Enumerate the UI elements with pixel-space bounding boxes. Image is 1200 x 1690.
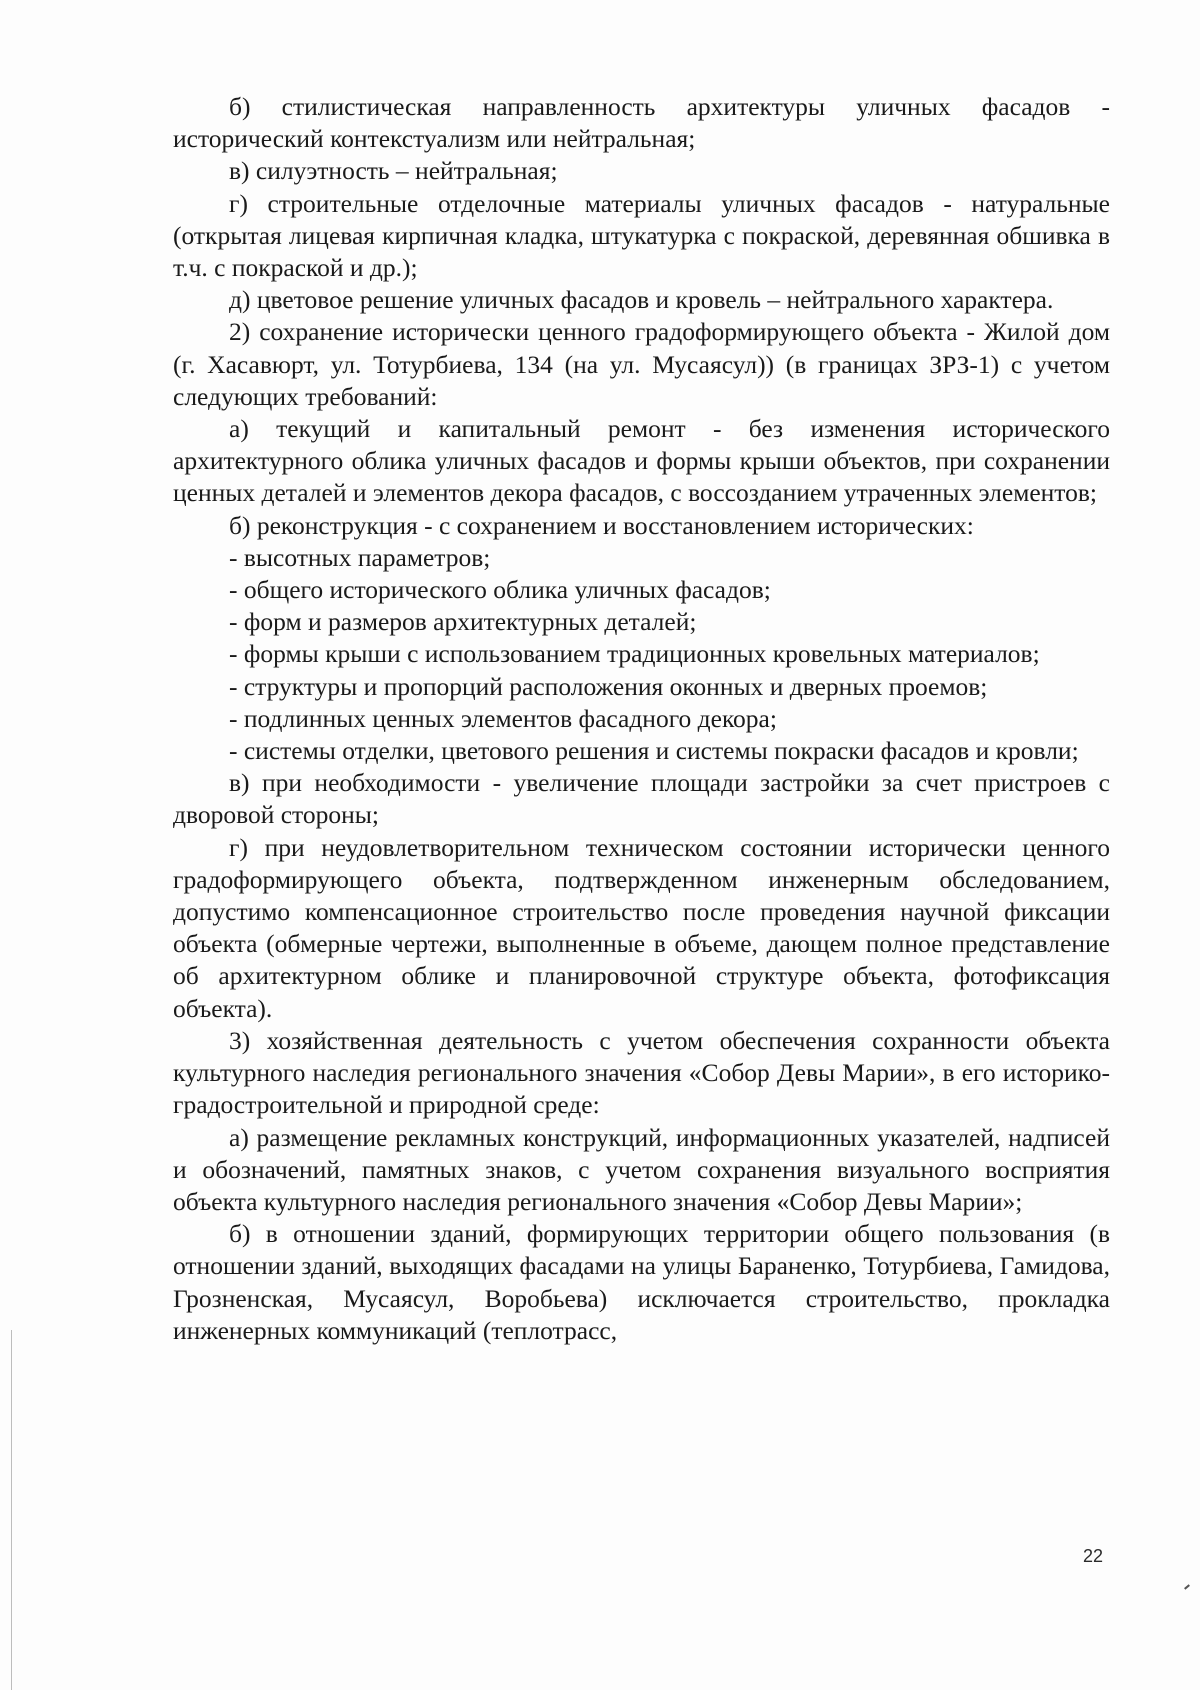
paragraph: д) цветовое решение уличных фасадов и кровель – нейтрального характера. (229, 285, 1054, 315)
list-item: - подлинных ценных элементов фасадного декора; (229, 703, 777, 733)
paragraph: б) стилистическая направленность архитектуры уличных фасадов - исторический контекстуализм или нейтральная; (173, 92, 1110, 154)
paragraph: г) при неудовлетворительном техническом состоянии исторически ценного градоформирующего объекта, подтвержденном инженерным обследованием, допустимо компенсационное строительство после проведения научной фиксации объекта (обмерные чертежи, выполненные в объеме, дающем полное представление об архитектурном облике и планировочной структуре объекта, фотофиксация объекта). (173, 832, 1110, 1023)
scan-mark (1184, 1584, 1190, 1589)
list-item: - общего исторического облика уличных фасадов; (229, 575, 771, 605)
paragraph: а) текущий и капитальный ремонт - без изменения исторического архитектурного облика уличных фасадов и формы крыши объектов, при сохранении ценных деталей и элементов декора фасадов, с воссозданием утраченных элементов; (173, 414, 1110, 508)
list-item: - системы отделки, цветового решения и системы покраски фасадов и кровли; (229, 736, 1079, 766)
scan-edge-line (11, 1330, 12, 1690)
paragraph: б) реконструкция - с сохранением и восстановлением исторических: (229, 510, 974, 540)
paragraph: б) в отношении зданий, формирующих территории общего пользования (в отношении зданий, выходящих фасадами на улицы Бараненко, Тотурбиева, Гамидова, Грозненская, Мусаясул, Воробьева) исключается строительство, прокладка инженерных коммуникаций (теплотрасс, (173, 1219, 1110, 1345)
paragraph: 3) хозяйственная деятельность с учетом обеспечения сохранности объекта культурного наследия регионального значения «Собор Девы Марии», в его историко-градостроительной и природной среде: (173, 1025, 1110, 1120)
document-body (173, 91, 1110, 1347)
list-item: - структуры и пропорций расположения оконных и дверных проемов; (229, 671, 988, 701)
paragraph: 2) сохранение исторически ценного градоформирующего объекта - Жилой дом (г. Хасавюрт, ул. Тотурбиева, 134 (на ул. Мусаясул)) (в границах ЗРЗ-1) с учетом следующих требований: (173, 317, 1110, 411)
paragraph: в) при необходимости - увеличение площади застройки за счет пристроев с дворовой стороны; (173, 768, 1110, 830)
list-item: - высотных параметров; (229, 542, 491, 572)
list-item: - форм и размеров архитектурных деталей; (229, 607, 697, 637)
paragraph: а) размещение рекламных конструкций, информационных указателей, надписей и обозначений, памятных знаков, с учетом сохранения визуального восприятия объекта культурного наследия регионального значения «Собор Девы Марии»; (173, 1122, 1110, 1216)
paragraph: в) силуэтность – нейтральная; (229, 156, 558, 186)
page-number: 22 (1083, 1546, 1104, 1566)
list-item: - формы крыши с использованием традиционных кровельных материалов; (229, 639, 1040, 669)
paragraph: г) строительные отделочные материалы уличных фасадов - натуральные (открытая лицевая кирпичная кладка, штукатурка с покраской, деревянная обшивка в т.ч. с покраской и др.); (173, 188, 1110, 283)
